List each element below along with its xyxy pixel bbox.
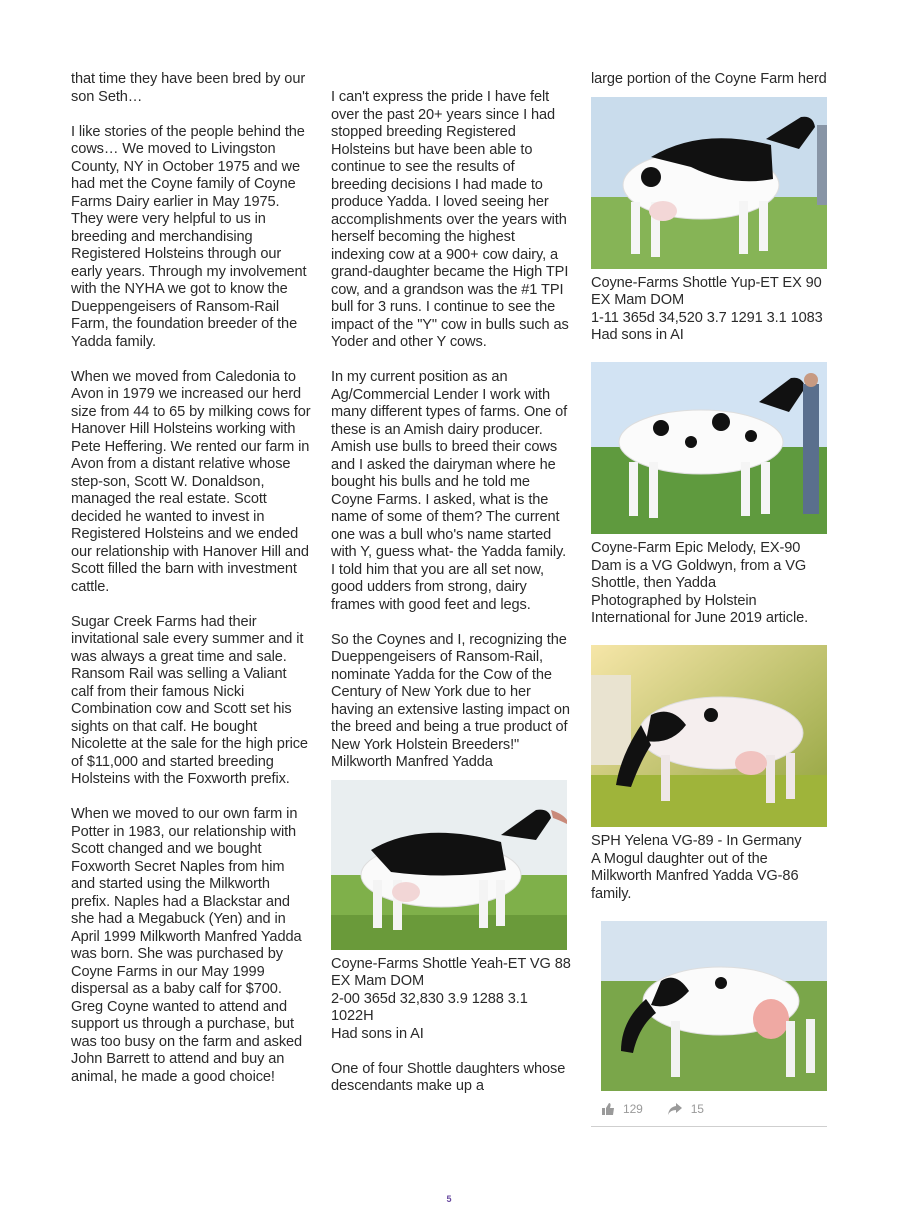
photo-caption-yeah: Coyne-Farms Shottle Yeah-ET VG 88 EX Mam DOM 2-00 365d 32,830 3.9 1288 3.1 1022H Had sons in AI xyxy=(331,955,571,1042)
paragraph: When we moved to our own farm in Potter in 1983, our relationship with Scott changed and we bought Foxworth Secret Naples from him and started using the Milkworth prefix. Naples had a Blackstar and she had a Megabuck (Yen) and in April 1999 Milkworth Manfred Yadda was born. She was purchased by Coyne Farms in our May 1999 dispersal as a baby calf for $700. Greg Coyne wanted to attend and support us through a purchase, but was too busy on the farm and asked John Barrett to attend and buy an animal, he made a good choice! xyxy=(71,806,303,1085)
paragraph: Sugar Creek Farms had their invitational sale every summer and it was always a great time and sale. Ransom Rail was selling a Valiant calf from their famous Nicki Combination cow and Scott set his sights on that calf. He bought Nicolette at the sale for the high price of $11,000 and started breeding Holsteins with the Foxworth prefix. xyxy=(71,613,308,787)
paragraph: I like stories of the people behind the cows… We moved to Livingston County, NY in October 1975 and we had met the Coyne family of Coyne Farms Dairy earlier in May 1975. They were very helpful to us in breeding and merchandising Registered Holsteins through our early years. Through my involvement with the NYHA we got to know the Dueppengeisers of Ransom-Rail Farm, the foundation breeder of the Yadda family. xyxy=(71,123,307,350)
paragraph: In my current position as an Ag/Commercial Lender I work with many different types of farms. One of these is an Amish dairy producer. Amish use bulls to breed their cows and I asked the dairyman where he bought his bulls and he told me Coyne Farms. I asked, what is the name of some of them? The current one was a bull who's name started with Y, guess what- the Yadda family. I told him that you are all set now, good udders from strong, dairy frames with good feet and legs. xyxy=(331,369,568,613)
column-2 xyxy=(331,89,571,1113)
page-number: 5 xyxy=(446,1194,452,1204)
social-bar xyxy=(591,1101,827,1128)
column-1 xyxy=(71,71,311,1104)
cow-photo-yup xyxy=(591,97,827,269)
like-count: 129 xyxy=(623,1101,643,1116)
paragraph: large portion of the Coyne Farm herd xyxy=(591,71,827,87)
paragraph: I can't express the pride I have felt over the past 20+ years since I had stopped breeding Registered Holsteins but have been able to continue to see the results of breeding decisions I had made to produce Yadda. I loved seeing her accomplishments over the years with herself becoming the highest indexing cow at a 900+ cow dairy, a grand-daughter became the High TPI cow, and a grandson was the #1 TPI bull for 3 runs. I continue to see the impact of the "Y" cow in bulls such as Yoder and other Y cows. xyxy=(331,89,569,350)
cow-photo-yadda-family xyxy=(601,921,827,1091)
share-button[interactable] xyxy=(667,1101,704,1119)
paragraph: When we moved from Caledonia to Avon in 1979 we increased our herd size from 44 to 65 by milking cows for Hanover Hill Holsteins working with Pete Heffering. We rented our farm in Avon from a distant relative whose step-son, Scott W. Donaldson, managed the real estate. Scott decided he wanted to invest in Registered Holsteins and we ended our relationship with Hanover Hill and Scott filled the barn with investment cattle. xyxy=(71,368,311,595)
column-3 xyxy=(591,71,827,1127)
photo-caption-melody: Coyne-Farm Epic Melody, EX-90 Dam is a VG Goldwyn, from a VG Shottle, then Yadda Photographed by Holstein International for June 2019 article. xyxy=(591,540,809,626)
paragraph: So the Coynes and I, recognizing the Dueppengeisers of Ransom-Rail, nominate Yadda for the Cow of the Century of New York due to her having an extensive lasting impact on the breed and being a true product of New York Holstein Breeders!" Milkworth Manfred Yadda xyxy=(331,631,570,770)
like-button[interactable] xyxy=(601,1101,643,1119)
share-count: 15 xyxy=(690,1101,704,1116)
thumbs-up-icon xyxy=(601,1102,615,1116)
paragraph: One of four Shottle daughters whose descendants make up a xyxy=(331,1060,566,1094)
share-arrow-icon xyxy=(667,1102,683,1116)
paragraph: that time they have been bred by our son Seth… xyxy=(71,71,306,105)
cow-photo-yelena xyxy=(591,645,827,827)
photo-caption-yelena: SPH Yelena VG-89 - In Germany A Mogul daughter out of the Milkworth Manfred Yadda VG-86 family. xyxy=(591,833,802,902)
cow-photo-yeah xyxy=(331,780,567,950)
cow-photo-melody xyxy=(591,362,827,534)
photo-caption-yup: Coyne-Farms Shottle Yup-ET EX 90 EX Mam DOM 1-11 365d 34,520 3.7 1291 3.1 1083 Had sons in AI xyxy=(591,274,823,343)
